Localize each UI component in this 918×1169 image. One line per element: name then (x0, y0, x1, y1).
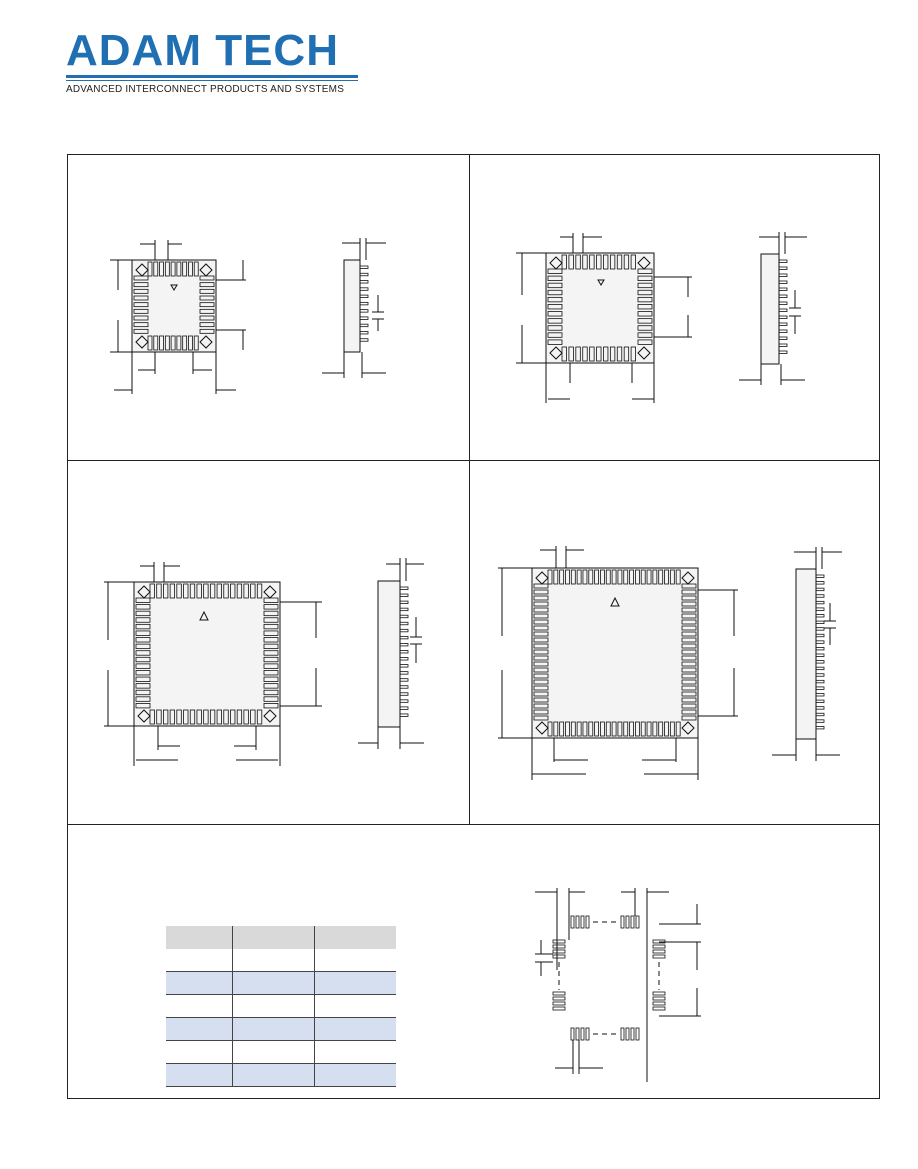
brand-name: ADAM TECH (66, 26, 339, 75)
lead-pin (360, 266, 368, 269)
table-header-cell (315, 926, 397, 949)
lead-pin (586, 916, 589, 928)
lead-pin (779, 295, 787, 298)
lead-pin (571, 916, 574, 928)
lead-pin (400, 686, 408, 689)
lead-pin (360, 331, 368, 334)
lead-pin (816, 700, 824, 703)
table-header-row (166, 926, 396, 949)
package-side-view-4 (770, 545, 850, 765)
lead-pin (553, 1002, 565, 1005)
lead-pin (653, 945, 665, 948)
lead-pin (586, 1028, 589, 1040)
lead-pin (360, 295, 368, 298)
lead-pin (360, 288, 368, 291)
lead-pin (779, 288, 787, 291)
lead-pin (400, 665, 408, 668)
lead-pin (400, 714, 408, 717)
lead-pin (626, 1028, 629, 1040)
lead-pin (816, 726, 824, 729)
lead-pin (400, 587, 408, 590)
lead-pin (400, 650, 408, 653)
lead-pin (553, 992, 565, 995)
lead-pin (400, 629, 408, 632)
lead-pin (816, 641, 824, 644)
lead-pin (553, 955, 565, 958)
lead-pin (631, 1028, 634, 1040)
lead-pin (779, 330, 787, 333)
package-side-view-1 (318, 235, 398, 385)
lead-pin (400, 636, 408, 639)
lead-pin (779, 323, 787, 326)
lead-pin (816, 588, 824, 591)
lead-pin (400, 672, 408, 675)
logo-rule-bottom (66, 80, 358, 81)
lead-pin (779, 344, 787, 347)
package-drawing-2 (510, 225, 700, 410)
table-header-cell (233, 926, 315, 949)
lead-pin (816, 601, 824, 604)
lead-pin (360, 302, 368, 305)
lead-pin (400, 622, 408, 625)
lead-pin (816, 680, 824, 683)
lead-pin (816, 654, 824, 657)
table-row (166, 1041, 396, 1064)
lead-pin (400, 594, 408, 597)
lead-pin (571, 1028, 574, 1040)
lead-pin (816, 615, 824, 618)
lead-pin (631, 916, 634, 928)
lead-pin (816, 687, 824, 690)
lead-pin (400, 601, 408, 604)
lead-pin (816, 575, 824, 578)
lead-pin (779, 302, 787, 305)
table-header-cell (166, 926, 233, 949)
lead-pin (653, 1007, 665, 1010)
pcb-footprint-drawing (525, 880, 715, 1085)
lead-pin (816, 707, 824, 710)
lead-pin (360, 273, 368, 276)
lead-pin (816, 667, 824, 670)
package-side-view-3 (352, 555, 442, 755)
lead-pin (400, 693, 408, 696)
lead-pin (653, 955, 665, 958)
package-drawing-3 (100, 560, 330, 770)
lead-pin (816, 647, 824, 650)
package-drawing-1 (100, 230, 260, 400)
lead-pin (779, 260, 787, 263)
lead-pin (816, 621, 824, 624)
lead-pin (779, 316, 787, 319)
lead-pin (553, 940, 565, 943)
package-side-view-2 (735, 230, 815, 390)
lead-pin (553, 997, 565, 1000)
lead-pin (400, 608, 408, 611)
lead-pin (653, 1002, 665, 1005)
lead-pin (636, 916, 639, 928)
lead-pin (360, 324, 368, 327)
lead-pin (553, 945, 565, 948)
lead-pin (360, 339, 368, 342)
lead-pin (816, 595, 824, 598)
brand-tagline: ADVANCED INTERCONNECT PRODUCTS AND SYSTEMS (66, 84, 345, 95)
lead-pin (581, 1028, 584, 1040)
lead-pin (816, 608, 824, 611)
table-row (166, 972, 396, 995)
table-row (166, 1064, 396, 1087)
lead-pin (553, 1007, 565, 1010)
lead-pin (779, 337, 787, 340)
lead-pin (816, 713, 824, 716)
lead-pin (400, 700, 408, 703)
lead-pin (621, 1028, 624, 1040)
lead-pin (816, 582, 824, 585)
lead-pin (816, 674, 824, 677)
lead-pin (400, 679, 408, 682)
lead-pin (621, 916, 624, 928)
package-drawing-4 (494, 540, 744, 785)
lead-pin (816, 628, 824, 631)
lead-pin (400, 615, 408, 618)
lead-pin (816, 720, 824, 723)
lead-pin (400, 643, 408, 646)
lead-pin (653, 997, 665, 1000)
table-row (166, 1018, 396, 1041)
logo-rule-top (66, 75, 358, 78)
lead-pin (636, 1028, 639, 1040)
dimension-table (166, 926, 396, 1087)
lead-pin (581, 916, 584, 928)
lead-pin (553, 950, 565, 953)
lead-pin (360, 281, 368, 284)
lead-pin (653, 950, 665, 953)
lead-pin (779, 267, 787, 270)
lead-pin (816, 661, 824, 664)
lead-pin (779, 351, 787, 354)
lead-pin (626, 916, 629, 928)
lead-pin (360, 310, 368, 313)
lead-pin (779, 274, 787, 277)
lead-pin (779, 281, 787, 284)
lead-pin (816, 634, 824, 637)
lead-pin (400, 658, 408, 661)
brand-logo (62, 28, 362, 98)
lead-pin (576, 1028, 579, 1040)
lead-pin (400, 707, 408, 710)
table-row (166, 995, 396, 1018)
lead-pin (360, 317, 368, 320)
lead-pin (816, 694, 824, 697)
lead-pin (653, 992, 665, 995)
table-row (166, 949, 396, 972)
lead-pin (779, 309, 787, 312)
lead-pin (576, 916, 579, 928)
